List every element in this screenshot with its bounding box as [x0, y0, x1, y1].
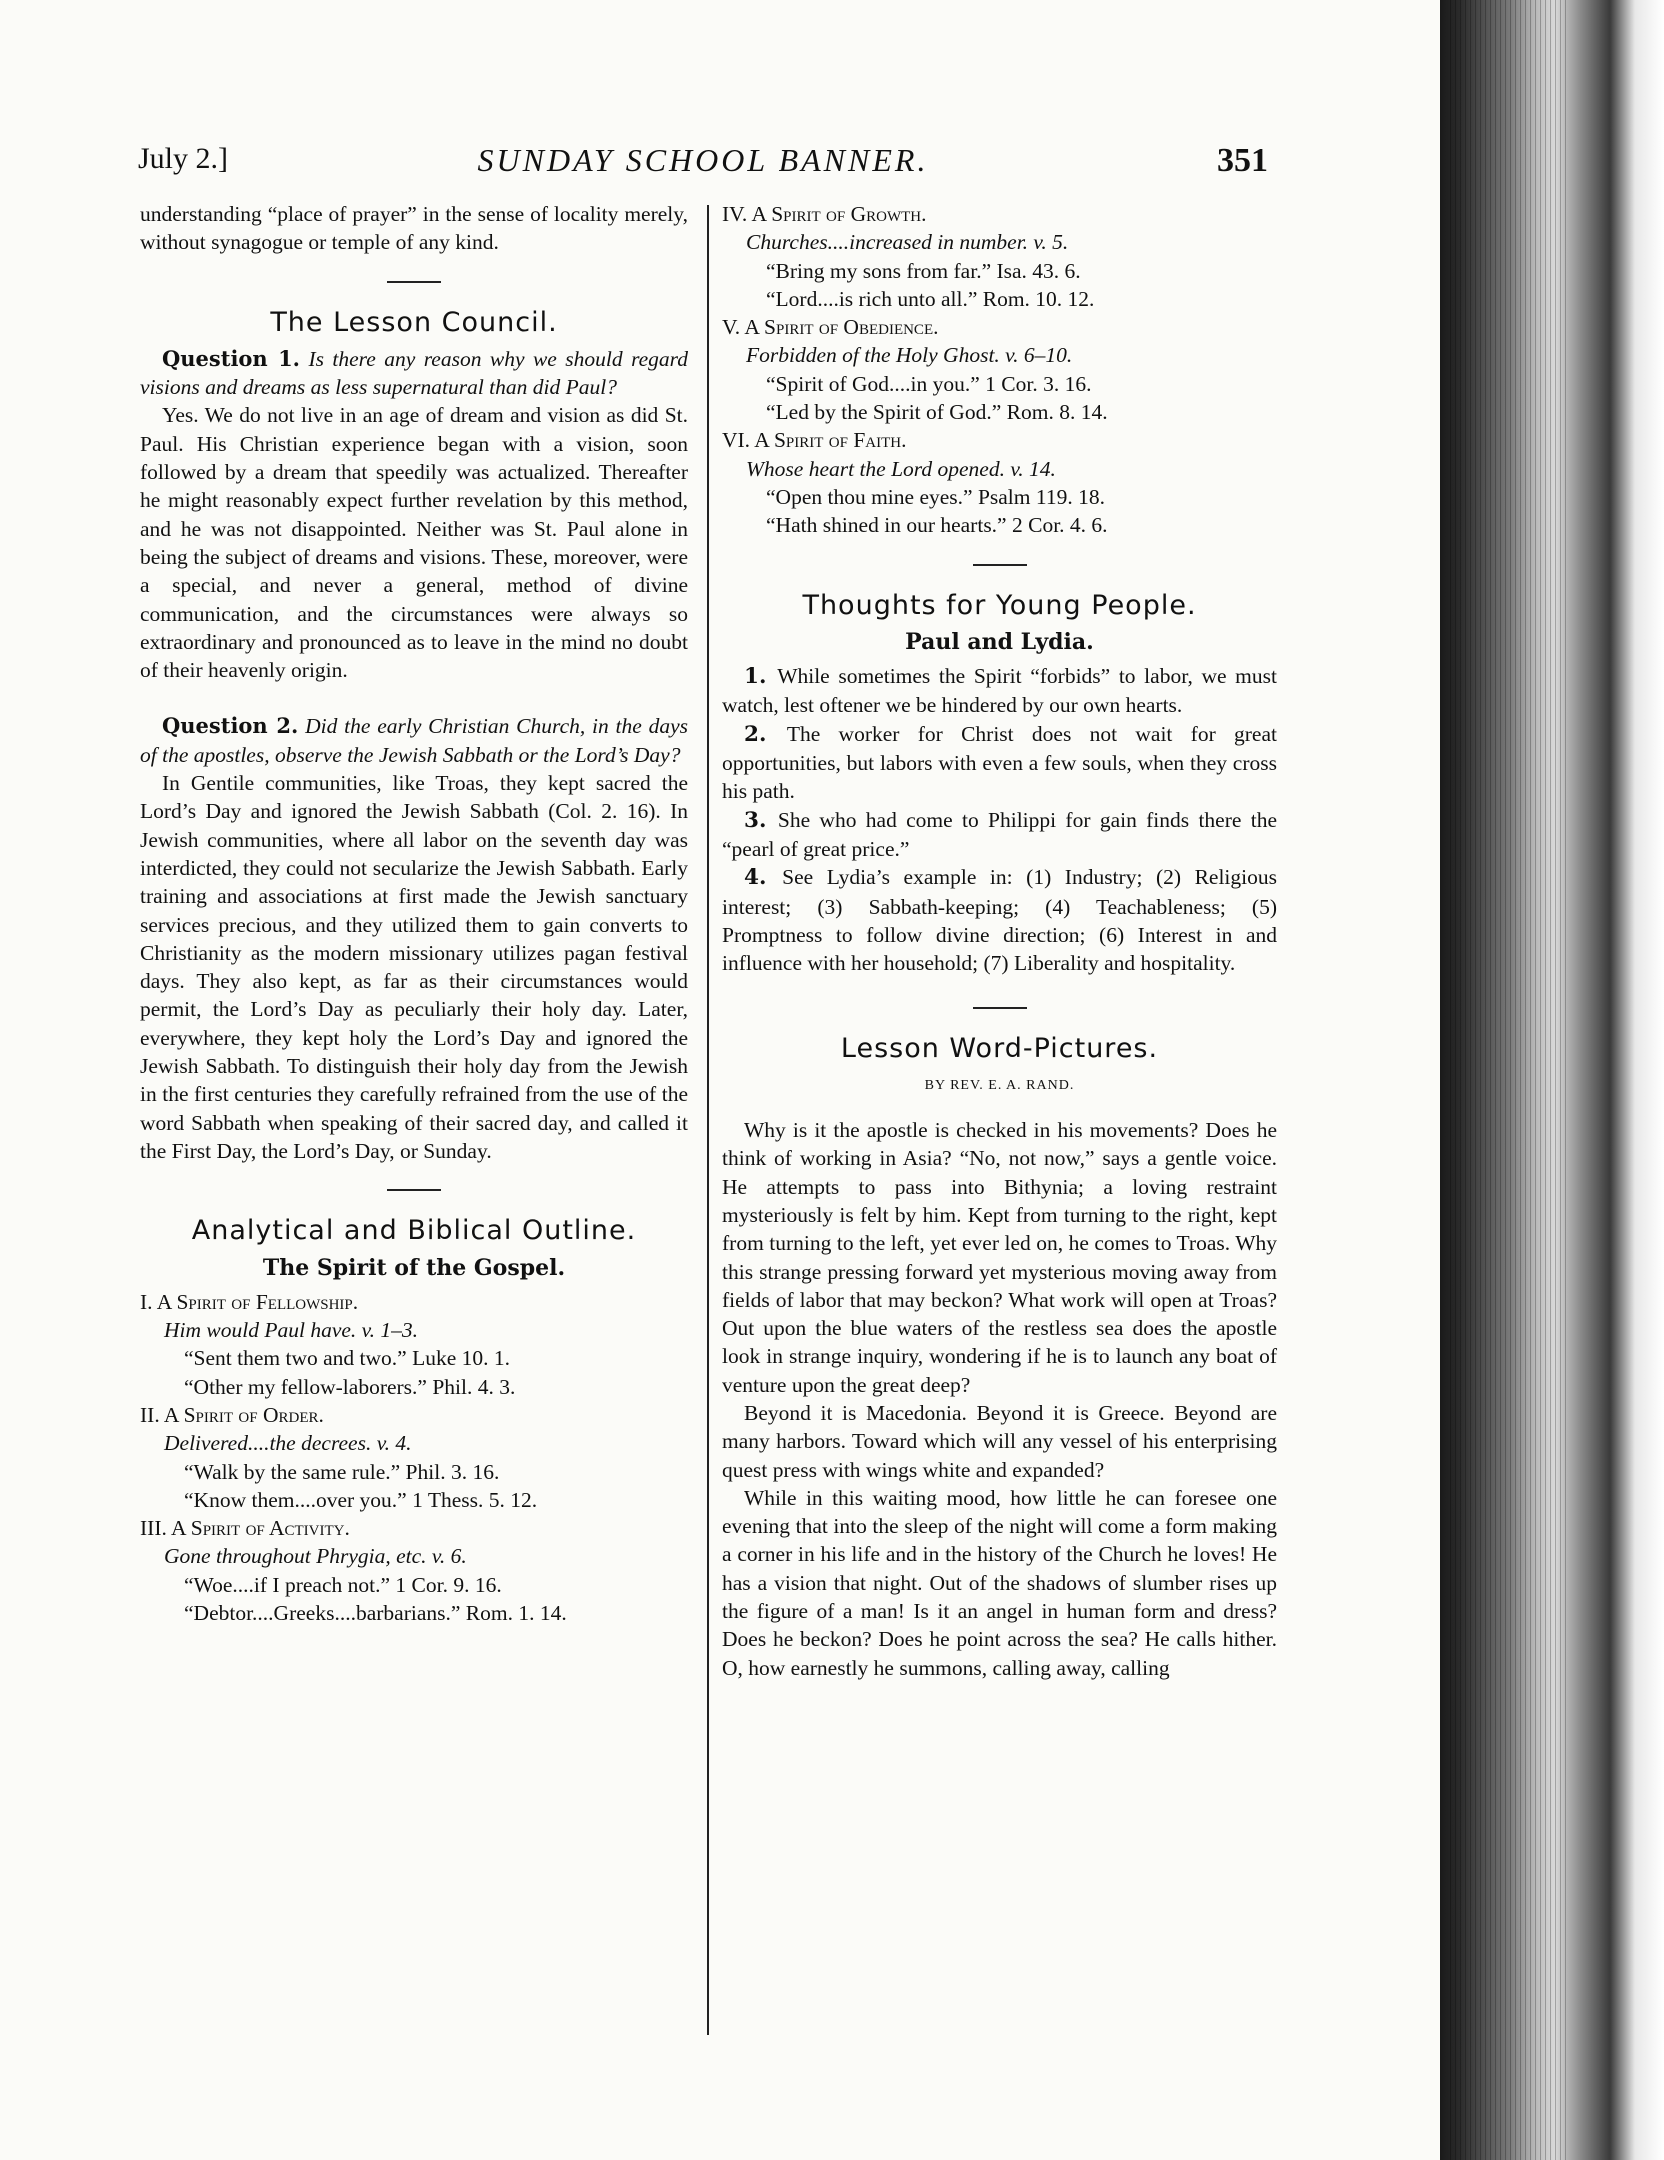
outline-heading-item: I. A Spirit of Fellowship.: [140, 1289, 359, 1314]
outline-reference-item: “Lord....is rich unto all.” Rom. 10. 12.: [766, 286, 1095, 311]
outline-reference-item: “Open thou mine eyes.” Psalm 119. 18.: [766, 484, 1105, 509]
outline-reference-item: “Led by the Spirit of God.” Rom. 8. 14.: [766, 400, 1108, 425]
section-rule: [387, 1189, 441, 1191]
question-2: [140, 712, 688, 769]
outline-heading-item: III. A Spirit of Activity.: [140, 1516, 350, 1541]
thought-text: While sometimes the Spirit “forbids” to labor, we must watch, lest oftener we be hindered by our own hearts.: [722, 664, 1277, 718]
outline-reference-item: “Sent them two and two.” Luke 10. 1.: [184, 1346, 511, 1371]
outline-verse-item: Gone throughout Phrygia, etc. v. 6.: [164, 1544, 467, 1569]
outline-reference-item: “Woe....if I preach not.” 1 Cor. 9. 16.: [184, 1572, 502, 1597]
question-1-label: Question 1.: [162, 345, 300, 371]
thought-text: See Lydia’s example in: (1) Industry; (2) Religious interest; (3) Sabbath-keeping; (4) Teachableness; (5) Promptness to follow divine direction; (6) Interest in and influence with her household; (7) Liberality and hospitality.: [722, 865, 1277, 976]
outline-reference-item: “Walk by the same rule.” Phil. 3. 16.: [184, 1459, 500, 1484]
outline-reference-item: “Know them....over you.” 1 Thess. 5. 12.: [184, 1487, 538, 1512]
thought-number: 1.: [744, 664, 778, 690]
outline-heading-item: V. A Spirit of Obedience.: [722, 315, 939, 340]
outline-verse-item: Delivered....the decrees. v. 4.: [164, 1431, 412, 1456]
outline-heading-item: II. A Spirit of Order.: [140, 1402, 324, 1427]
question-2-label: Question 2.: [162, 713, 299, 739]
outline-subheading: The Spirit of the Gospel.: [262, 1254, 566, 1281]
outline-heading: Analytical and Biblical Outline.: [191, 1215, 637, 1247]
left-column: [140, 200, 688, 1627]
thought-number: 4.: [744, 865, 783, 891]
outline-verse-item: Churches....increased in number. v. 5.: [746, 230, 1069, 255]
thought-number: 2.: [744, 721, 787, 747]
word-pictures-body: [722, 1116, 1277, 1682]
issue-date: July 2.]: [138, 142, 228, 175]
word-pictures-paragraph: Beyond it is Macedonia. Beyond it is Greece. Beyond are many harbors. Toward which will any vessel of his enterprising quest press with wings white and expanded?: [722, 1400, 1277, 1482]
spacer: [140, 684, 688, 712]
section-rule: [973, 1007, 1027, 1009]
outline-list-continued: [722, 200, 1277, 540]
outline-reference-item: “Debtor....Greeks....barbarians.” Rom. 1. 14.: [184, 1601, 567, 1626]
page-edges: [1450, 0, 1570, 2160]
question-2-answer: In Gentile communities, like Troas, they kept sacred the Lord’s Day and ignored the Jewish Sabbath (Col. 2. 16). In Jewish communities, where all labor on the seventh day was interdicted, they could not secularize the Jewish Sabbath. Early training and associations at first made the Jewish sanctuary services precious, and they utilized them to gain converts to Christianity as the modern missionary utilizes pagan festival days. They also kept, as far as their circumstances would permit, the Lord’s Day as peculiarly their holy day. Later, everywhere, they kept holy the Lord’s Day and ignored the Jewish Sabbath. To distinguish their holy day from the Jewish in the first centuries they carefully refrained from the use of the word Sabbath when speaking of their sacred day, and called it the First Day, the Lord’s Day, or Sunday.: [140, 771, 688, 1163]
section-rule: [973, 564, 1027, 566]
right-column: [722, 200, 1277, 1682]
thoughts-heading: Thoughts for Young People.: [802, 589, 1197, 621]
question-1-text: Is there any reason why we should regard visions and dreams as less supernatural than did Paul?: [140, 346, 689, 400]
intro-paragraph: understanding “place of prayer” in the sense of locality merely, without synagogue or temple of any kind.: [140, 202, 688, 255]
word-pictures-paragraph: While in this waiting mood, how little he can foresee one evening that into the sleep of the night will come a form making a corner in his life and in the history of the Church he loves! He has a vision that night. Out of the shadows of slumber rises up the figure of a man! Is it an angel in human form and dress? Does he beckon? Does he point across the sea? He calls hither. O, how earnestly he summons, calling away, calling: [722, 1485, 1277, 1680]
outline-reference-item: “Spirit of God....in you.” 1 Cor. 3. 16.: [766, 371, 1092, 396]
outline-reference-item: “Other my fellow-laborers.” Phil. 4. 3.: [184, 1374, 516, 1399]
section-rule: [387, 281, 441, 283]
thoughts-list: [722, 662, 1277, 977]
thought-item: [722, 720, 1277, 806]
thought-item: [722, 863, 1277, 977]
outline-reference-item: “Hath shined in our hearts.” 2 Cor. 4. 6.: [766, 513, 1108, 538]
outline-heading-item: VI. A Spirit of Faith.: [722, 428, 907, 453]
outline-list: [140, 1288, 688, 1628]
column-divider: [707, 205, 709, 2035]
thought-item: [722, 806, 1277, 864]
page-number: 351: [1217, 142, 1268, 179]
lesson-council-heading: The Lesson Council.: [270, 306, 558, 338]
question-1-answer: Yes. We do not live in an age of dream and vision as did St. Paul. His Christian experience began with a vision, soon followed by a dream that speedily was actualized. Thereafter he might reasonably expect further revelation by this method, and he was not disappointed. Neither was St. Paul alone in being the subject of dreams and visions. These, moreover, were a special, and never a general, method of divine communication, and the circumstances were always so extraordinary and pronounced as to leave in the mind no doubt of their heavenly origin.: [140, 403, 688, 683]
word-pictures-paragraph: Why is it the apostle is checked in his movements? Does he think of working in Asia? “No, not now,” says a gentle voice. He attempts to pass into Bithynia; a loving restraint mysteriously is felt by him. Kept from turning to the right, kept from turning to the left, yet ever led on, he comes to Troas. Why this strange pressing forward yet mysterious moving away from fields of labor that may beckon? What work will open at Troas? Out upon the blue waters of the restless sea does the apostle look in strange inquiry, wondering if he is to launch any boat of venture upon the great deep?: [722, 1118, 1277, 1397]
word-pictures-byline: BY REV. E. A. RAND.: [924, 1077, 1075, 1093]
question-1: [140, 345, 688, 402]
thought-number: 3.: [744, 807, 778, 833]
outline-verse-item: Whose heart the Lord opened. v. 14.: [746, 456, 1056, 481]
outline-heading-item: IV. A Spirit of Growth.: [722, 202, 927, 226]
thoughts-subheading: Paul and Lydia.: [905, 628, 1094, 655]
question-2-text: Did the early Christian Church, in the days of the apostles, observe the Jewish Sabbath or the Lord’s Day?: [140, 714, 688, 767]
outline-verse-item: Him would Paul have. v. 1–3.: [164, 1318, 418, 1343]
word-pictures-heading: Lesson Word-Pictures.: [840, 1033, 1159, 1065]
thought-item: [722, 662, 1277, 720]
outline-reference-item: “Bring my sons from far.” Isa. 43. 6.: [766, 258, 1081, 283]
thought-text: The worker for Christ does not wait for great opportunities, but labors with even a few souls, when they cross his path.: [722, 721, 1277, 804]
thought-text: She who had come to Philippi for gain finds there the “pearl of great price.”: [722, 807, 1277, 861]
periodical-title: SUNDAY SCHOOL BANNER.: [477, 142, 929, 178]
page-header: [138, 142, 1268, 182]
outline-verse-item: Forbidden of the Holy Ghost. v. 6–10.: [746, 343, 1073, 368]
